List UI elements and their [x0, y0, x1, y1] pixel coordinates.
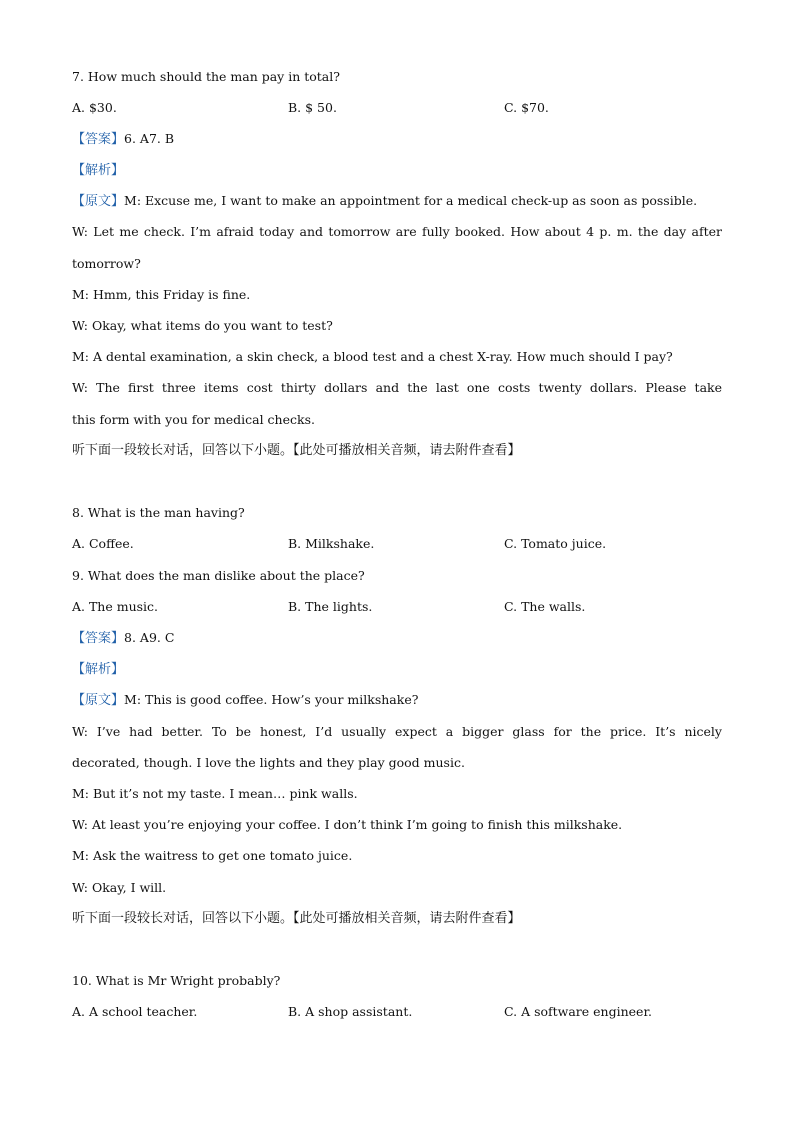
transcript-2-line-4: M: But it’s not my taste. I mean… pink walls. [72, 786, 358, 801]
question-8: 8. What is the man having? [72, 505, 245, 520]
option-c: C. A software engineer. [504, 1004, 653, 1019]
analysis-heading-2 [72, 659, 124, 680]
option-c: C. Tomato juice. [504, 536, 607, 551]
option-a: A. $30. [72, 100, 117, 115]
option-c: C. The walls. [504, 599, 586, 614]
option-b: B. Milkshake. [288, 536, 375, 551]
transcript-1-line-3: tomorrow? [72, 256, 141, 271]
question-10: 10. What is Mr Wright probably? [72, 973, 281, 988]
analysis-tag: 【解析】 [72, 163, 125, 178]
answer-tag: 【答案】 [72, 132, 125, 147]
transcript-tag: 【原文】 [72, 194, 125, 209]
transcript-1-line-6: M: A dental examination, a skin check, a blood test and a chest X-ray. How much should I pay? [72, 349, 673, 364]
transcript-2-line-3: decorated, though. I love the lights and they play good music. [72, 755, 465, 770]
answer-text: 6. A7. B [124, 131, 175, 146]
option-a: A. The music. [72, 599, 159, 614]
transcript-1-line-2: W: Let me check. I’m afraid today and tomorrow are fully booked. How about 4 p. m. the day after [72, 224, 722, 239]
transcript-2-line-2: W: I’ve had better. To be honest, I’d usually expect a bigger glass for the price. It’s nicely [72, 724, 722, 739]
option-a: A. Coffee. [72, 536, 134, 551]
listening-instruction-2: 听下面一段较长对话，回答以下小题。【此处可播放相关音频，请去附件查看】 [72, 911, 521, 926]
option-b: B. $ 50. [288, 100, 337, 115]
analysis-tag: 【解析】 [72, 662, 125, 677]
transcript-1-line-4: M: Hmm, this Friday is fine. [72, 287, 251, 302]
listening-instruction-1: 听下面一段较长对话，回答以下小题。【此处可播放相关音频，请去附件查看】 [72, 443, 521, 458]
answer-text: 8. A9. C [124, 630, 175, 645]
transcript-1-line-1 [72, 191, 697, 212]
option-c: C. $70. [504, 100, 549, 115]
answer-line-2 [72, 628, 174, 649]
transcript-1-line-5: W: Okay, what items do you want to test? [72, 318, 333, 333]
transcript-2-line-7: W: Okay, I will. [72, 880, 167, 895]
question-9: 9. What does the man dislike about the place? [72, 568, 365, 583]
transcript-tag: 【原文】 [72, 693, 125, 708]
transcript-2-line-5: W: At least you’re enjoying your coffee. I don’t think I’m going to finish this milkshake. [72, 817, 623, 832]
transcript-2-line-1 [72, 690, 418, 711]
option-b: B. The lights. [288, 599, 373, 614]
answer-line-1 [72, 129, 174, 150]
transcript-text: M: Excuse me, I want to make an appointment for a medical check-up as soon as possible. [124, 193, 698, 208]
transcript-text: M: This is good coffee. How’s your milkshake? [124, 692, 419, 707]
analysis-heading-1 [72, 160, 124, 181]
answer-tag: 【答案】 [72, 631, 125, 646]
option-a: A. A school teacher. [72, 1004, 198, 1019]
transcript-1-line-8: this form with you for medical checks. [72, 412, 315, 427]
transcript-2-line-6: M: Ask the waitress to get one tomato juice. [72, 848, 353, 863]
transcript-1-line-7: W: The first three items cost thirty dollars and the last one costs twenty dollars. Please take [72, 380, 722, 395]
option-b: B. A shop assistant. [288, 1004, 413, 1019]
question-7: 7. How much should the man pay in total? [72, 69, 340, 84]
